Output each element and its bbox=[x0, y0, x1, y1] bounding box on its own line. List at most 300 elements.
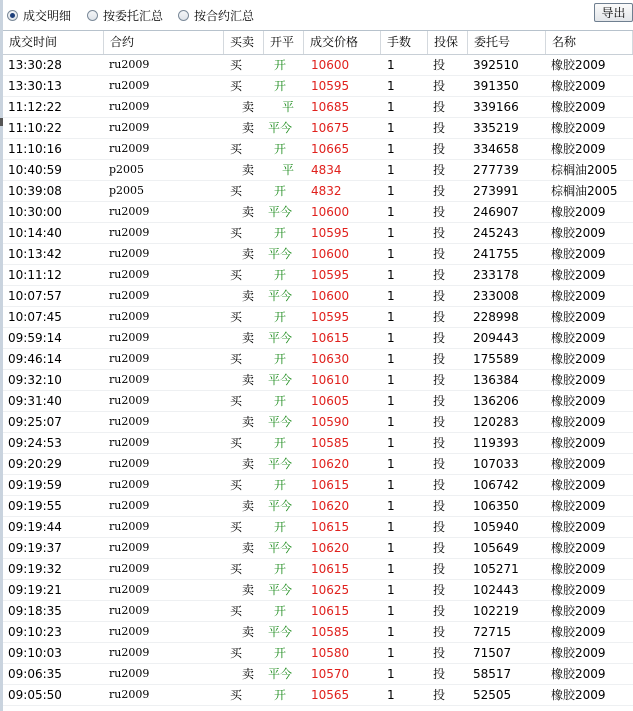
table-row[interactable] bbox=[3, 118, 633, 139]
hedge-flag-cell: 投 bbox=[433, 562, 446, 576]
quantity-cell: 1 bbox=[387, 310, 395, 324]
open-close-cell: 平今 bbox=[268, 457, 293, 471]
contract-name-cell: 橡胶2009 bbox=[551, 394, 606, 408]
quantity-cell: 1 bbox=[387, 478, 395, 492]
side-cell: 买 bbox=[230, 520, 243, 534]
trade-time-cell: 09:10:03 bbox=[8, 646, 62, 660]
hedge-flag-cell: 投 bbox=[433, 205, 446, 219]
side-cell: 买 bbox=[230, 142, 243, 156]
column-header-hedge-flag[interactable]: 投保 bbox=[428, 31, 468, 54]
contract-code-cell: ru2009 bbox=[109, 58, 150, 71]
quantity-cell: 1 bbox=[387, 100, 395, 114]
hedge-flag-cell: 投 bbox=[433, 520, 446, 534]
open-close-cell: 平今 bbox=[268, 205, 293, 219]
contract-name-cell: 橡胶2009 bbox=[551, 457, 606, 471]
contract-code-cell: ru2009 bbox=[109, 646, 150, 659]
contract-name-cell: 橡胶2009 bbox=[551, 247, 606, 261]
open-close-cell: 开 bbox=[274, 478, 287, 492]
trade-time-cell: 11:10:22 bbox=[8, 121, 62, 135]
contract-code-cell: ru2009 bbox=[109, 268, 150, 281]
contract-name-cell: 橡胶2009 bbox=[551, 478, 606, 492]
open-close-cell: 开 bbox=[274, 226, 287, 240]
table-row[interactable] bbox=[3, 76, 633, 97]
open-close-cell: 平 bbox=[282, 100, 295, 114]
contract-code-cell: ru2009 bbox=[109, 373, 150, 386]
side-cell: 卖 bbox=[242, 667, 255, 681]
trade-time-cell: 09:59:14 bbox=[8, 331, 62, 345]
side-cell: 买 bbox=[230, 226, 243, 240]
contract-code-cell: ru2009 bbox=[109, 100, 150, 113]
table-row[interactable] bbox=[3, 328, 633, 349]
quantity-cell: 1 bbox=[387, 58, 395, 72]
order-id-cell: 52505 bbox=[473, 688, 512, 702]
table-row[interactable] bbox=[3, 370, 633, 391]
contract-code-cell: ru2009 bbox=[109, 457, 150, 470]
quantity-cell: 1 bbox=[387, 205, 395, 219]
contract-code-cell: ru2009 bbox=[109, 415, 150, 428]
hedge-flag-cell: 投 bbox=[433, 436, 446, 450]
contract-name-cell: 棕榈油2005 bbox=[551, 184, 618, 198]
order-id-cell: 107033 bbox=[473, 457, 519, 471]
trade-time-cell: 10:07:45 bbox=[8, 310, 62, 324]
hedge-flag-cell: 投 bbox=[433, 247, 446, 261]
trade-price-cell: 10595 bbox=[311, 226, 350, 240]
contract-code-cell: ru2009 bbox=[109, 394, 150, 407]
hedge-flag-cell: 投 bbox=[433, 394, 446, 408]
hedge-flag-cell: 投 bbox=[433, 415, 446, 429]
table-row[interactable] bbox=[3, 517, 633, 538]
trade-time-cell: 13:30:28 bbox=[8, 58, 62, 72]
open-close-cell: 开 bbox=[274, 268, 287, 282]
open-close-cell: 开 bbox=[274, 142, 287, 156]
open-close-cell: 开 bbox=[274, 79, 287, 93]
table-row[interactable] bbox=[3, 412, 633, 433]
table-row[interactable] bbox=[3, 475, 633, 496]
column-header-name[interactable]: 名称 bbox=[546, 31, 633, 54]
radio-by-order-summary-label: 按委托汇总 bbox=[103, 8, 164, 23]
hedge-flag-cell: 投 bbox=[433, 79, 446, 93]
trade-time-cell: 09:19:44 bbox=[8, 520, 62, 534]
side-cell: 卖 bbox=[242, 415, 255, 429]
open-close-cell: 平今 bbox=[268, 667, 293, 681]
trade-price-cell: 10565 bbox=[311, 688, 350, 702]
contract-code-cell: ru2009 bbox=[109, 436, 150, 449]
side-cell: 买 bbox=[230, 352, 243, 366]
radio-unselected-icon bbox=[87, 10, 98, 21]
contract-code-cell: ru2009 bbox=[109, 499, 150, 512]
open-close-cell: 平今 bbox=[268, 541, 293, 555]
contract-name-cell: 橡胶2009 bbox=[551, 121, 606, 135]
trade-time-cell: 09:46:14 bbox=[8, 352, 62, 366]
trade-price-cell: 10625 bbox=[311, 583, 350, 597]
contract-code-cell: ru2009 bbox=[109, 310, 150, 323]
table-row[interactable] bbox=[3, 97, 633, 118]
trade-price-cell: 10620 bbox=[311, 541, 350, 555]
order-id-cell: 245243 bbox=[473, 226, 519, 240]
trade-time-cell: 10:39:08 bbox=[8, 184, 62, 198]
trade-price-cell: 10585 bbox=[311, 625, 350, 639]
table-row[interactable] bbox=[3, 538, 633, 559]
trade-price-cell: 10615 bbox=[311, 478, 350, 492]
trade-time-cell: 09:20:29 bbox=[8, 457, 62, 471]
column-header-order-id[interactable]: 委托号 bbox=[468, 31, 546, 54]
order-id-cell: 391350 bbox=[473, 79, 519, 93]
order-id-cell: 175589 bbox=[473, 352, 519, 366]
order-id-cell: 136384 bbox=[473, 373, 519, 387]
contract-name-cell: 橡胶2009 bbox=[551, 226, 606, 240]
trade-time-cell: 10:30:00 bbox=[8, 205, 62, 219]
side-cell: 卖 bbox=[242, 247, 255, 261]
order-id-cell: 102219 bbox=[473, 604, 519, 618]
hedge-flag-cell: 投 bbox=[433, 667, 446, 681]
side-cell: 卖 bbox=[242, 625, 255, 639]
trade-price-cell: 10605 bbox=[311, 394, 350, 408]
hedge-flag-cell: 投 bbox=[433, 583, 446, 597]
side-cell: 买 bbox=[230, 688, 243, 702]
contract-name-cell: 橡胶2009 bbox=[551, 352, 606, 366]
trade-price-cell: 10610 bbox=[311, 373, 350, 387]
contract-name-cell: 橡胶2009 bbox=[551, 142, 606, 156]
quantity-cell: 1 bbox=[387, 520, 395, 534]
contract-code-cell: ru2009 bbox=[109, 352, 150, 365]
order-id-cell: 246907 bbox=[473, 205, 519, 219]
quantity-cell: 1 bbox=[387, 184, 395, 198]
trade-price-cell: 10585 bbox=[311, 436, 350, 450]
hedge-flag-cell: 投 bbox=[433, 100, 446, 114]
order-id-cell: 72715 bbox=[473, 625, 512, 639]
trade-price-cell: 10615 bbox=[311, 562, 350, 576]
radio-by-contract-summary-label: 按合约汇总 bbox=[194, 8, 255, 23]
table-row[interactable] bbox=[3, 433, 633, 454]
trade-price-cell: 10620 bbox=[311, 457, 350, 471]
contract-code-cell: ru2009 bbox=[109, 79, 150, 92]
order-id-cell: 277739 bbox=[473, 163, 519, 177]
trade-time-cell: 09:18:35 bbox=[8, 604, 62, 618]
side-cell: 卖 bbox=[242, 541, 255, 555]
trade-price-cell: 10615 bbox=[311, 604, 350, 618]
side-cell: 买 bbox=[230, 58, 243, 72]
side-cell: 买 bbox=[230, 268, 243, 282]
table-row[interactable] bbox=[3, 664, 633, 685]
table-row[interactable] bbox=[3, 202, 633, 223]
side-cell: 卖 bbox=[242, 205, 255, 219]
open-close-cell: 平今 bbox=[268, 121, 293, 135]
table-row[interactable] bbox=[3, 160, 633, 181]
quantity-cell: 1 bbox=[387, 604, 395, 618]
table-row[interactable] bbox=[3, 622, 633, 643]
quantity-cell: 1 bbox=[387, 247, 395, 261]
trade-price-cell: 10595 bbox=[311, 79, 350, 93]
open-close-cell: 开 bbox=[274, 436, 287, 450]
table-row[interactable] bbox=[3, 685, 633, 706]
quantity-cell: 1 bbox=[387, 562, 395, 576]
open-close-cell: 平今 bbox=[268, 289, 293, 303]
hedge-flag-cell: 投 bbox=[433, 499, 446, 513]
order-id-cell: 105649 bbox=[473, 541, 519, 555]
contract-name-cell: 橡胶2009 bbox=[551, 373, 606, 387]
order-id-cell: 209443 bbox=[473, 331, 519, 345]
table-row[interactable] bbox=[3, 307, 633, 328]
trade-time-cell: 10:07:57 bbox=[8, 289, 62, 303]
radio-by-contract-summary[interactable] bbox=[178, 6, 254, 24]
contract-name-cell: 橡胶2009 bbox=[551, 562, 606, 576]
contract-name-cell: 橡胶2009 bbox=[551, 499, 606, 513]
contract-name-cell: 橡胶2009 bbox=[551, 289, 606, 303]
side-cell: 卖 bbox=[242, 373, 255, 387]
hedge-flag-cell: 投 bbox=[433, 352, 446, 366]
column-header-open-close[interactable]: 开平 bbox=[264, 31, 304, 54]
contract-code-cell: ru2009 bbox=[109, 121, 150, 134]
open-close-cell: 平今 bbox=[268, 331, 293, 345]
order-id-cell: 105940 bbox=[473, 520, 519, 534]
hedge-flag-cell: 投 bbox=[433, 310, 446, 324]
hedge-flag-cell: 投 bbox=[433, 268, 446, 282]
quantity-cell: 1 bbox=[387, 142, 395, 156]
open-close-cell: 平今 bbox=[268, 415, 293, 429]
order-id-cell: 58517 bbox=[473, 667, 512, 681]
contract-name-cell: 橡胶2009 bbox=[551, 100, 606, 114]
table-row[interactable] bbox=[3, 55, 633, 76]
contract-code-cell: ru2009 bbox=[109, 247, 150, 260]
side-cell: 买 bbox=[230, 310, 243, 324]
hedge-flag-cell: 投 bbox=[433, 688, 446, 702]
contract-code-cell: ru2009 bbox=[109, 541, 150, 554]
side-cell: 卖 bbox=[242, 583, 255, 597]
hedge-flag-cell: 投 bbox=[433, 625, 446, 639]
trade-price-cell: 10600 bbox=[311, 247, 350, 261]
quantity-cell: 1 bbox=[387, 373, 395, 387]
radio-trade-detail[interactable] bbox=[7, 6, 71, 24]
open-close-cell: 平 bbox=[282, 163, 295, 177]
open-close-cell: 平今 bbox=[268, 373, 293, 387]
contract-code-cell: p2005 bbox=[109, 184, 145, 197]
quantity-cell: 1 bbox=[387, 268, 395, 282]
side-cell: 买 bbox=[230, 604, 243, 618]
open-close-cell: 开 bbox=[274, 646, 287, 660]
side-cell: 买 bbox=[230, 562, 243, 576]
hedge-flag-cell: 投 bbox=[433, 457, 446, 471]
contract-code-cell: ru2009 bbox=[109, 583, 150, 596]
trade-price-cell: 10600 bbox=[311, 205, 350, 219]
contract-code-cell: ru2009 bbox=[109, 604, 150, 617]
hedge-flag-cell: 投 bbox=[433, 331, 446, 345]
quantity-cell: 1 bbox=[387, 163, 395, 177]
trade-price-cell: 4834 bbox=[311, 163, 342, 177]
open-close-cell: 开 bbox=[274, 604, 287, 618]
side-cell: 卖 bbox=[242, 163, 255, 177]
trade-price-cell: 10685 bbox=[311, 100, 350, 114]
order-id-cell: 273991 bbox=[473, 184, 519, 198]
table-row[interactable] bbox=[3, 601, 633, 622]
order-id-cell: 339166 bbox=[473, 100, 519, 114]
order-id-cell: 241755 bbox=[473, 247, 519, 261]
export-button[interactable]: 导出 bbox=[594, 3, 633, 22]
table-row[interactable] bbox=[3, 181, 633, 202]
radio-by-order-summary[interactable] bbox=[87, 6, 163, 24]
side-cell: 卖 bbox=[242, 457, 255, 471]
column-header-side[interactable]: 买卖 bbox=[224, 31, 264, 54]
side-cell: 买 bbox=[230, 79, 243, 93]
contract-name-cell: 棕榈油2005 bbox=[551, 163, 618, 177]
table-body bbox=[3, 55, 633, 706]
hedge-flag-cell: 投 bbox=[433, 58, 446, 72]
quantity-cell: 1 bbox=[387, 289, 395, 303]
column-header-price[interactable]: 成交价格 bbox=[304, 31, 381, 54]
order-id-cell: 105271 bbox=[473, 562, 519, 576]
contract-code-cell: ru2009 bbox=[109, 226, 150, 239]
trade-time-cell: 11:10:16 bbox=[8, 142, 62, 156]
side-cell: 卖 bbox=[242, 331, 255, 345]
contract-code-cell: ru2009 bbox=[109, 142, 150, 155]
quantity-cell: 1 bbox=[387, 226, 395, 240]
order-id-cell: 335219 bbox=[473, 121, 519, 135]
table-row[interactable] bbox=[3, 244, 633, 265]
contract-name-cell: 橡胶2009 bbox=[551, 436, 606, 450]
contract-name-cell: 橡胶2009 bbox=[551, 205, 606, 219]
trade-time-cell: 13:30:13 bbox=[8, 79, 62, 93]
quantity-cell: 1 bbox=[387, 667, 395, 681]
side-cell: 买 bbox=[230, 646, 243, 660]
contract-code-cell: ru2009 bbox=[109, 205, 150, 218]
open-close-cell: 开 bbox=[274, 520, 287, 534]
contract-code-cell: ru2009 bbox=[109, 331, 150, 344]
radio-unselected-icon bbox=[178, 10, 189, 21]
side-cell: 买 bbox=[230, 394, 243, 408]
open-close-cell: 开 bbox=[274, 184, 287, 198]
contract-name-cell: 橡胶2009 bbox=[551, 583, 606, 597]
table-row[interactable] bbox=[3, 223, 633, 244]
table-row[interactable] bbox=[3, 454, 633, 475]
trade-price-cell: 10675 bbox=[311, 121, 350, 135]
quantity-cell: 1 bbox=[387, 541, 395, 555]
trade-time-cell: 10:14:40 bbox=[8, 226, 62, 240]
trade-time-cell: 09:19:59 bbox=[8, 478, 62, 492]
trade-time-cell: 09:31:40 bbox=[8, 394, 62, 408]
hedge-flag-cell: 投 bbox=[433, 604, 446, 618]
table-row[interactable] bbox=[3, 286, 633, 307]
contract-name-cell: 橡胶2009 bbox=[551, 268, 606, 282]
trade-time-cell: 11:12:22 bbox=[8, 100, 62, 114]
table-row[interactable] bbox=[3, 580, 633, 601]
column-header-contract[interactable]: 合约 bbox=[104, 31, 224, 54]
trade-time-cell: 10:13:42 bbox=[8, 247, 62, 261]
order-id-cell: 228998 bbox=[473, 310, 519, 324]
contract-name-cell: 橡胶2009 bbox=[551, 688, 606, 702]
quantity-cell: 1 bbox=[387, 352, 395, 366]
open-close-cell: 平今 bbox=[268, 247, 293, 261]
table-row[interactable] bbox=[3, 349, 633, 370]
hedge-flag-cell: 投 bbox=[433, 478, 446, 492]
contract-name-cell: 橡胶2009 bbox=[551, 646, 606, 660]
trade-table[interactable] bbox=[3, 30, 633, 711]
contract-name-cell: 橡胶2009 bbox=[551, 520, 606, 534]
trade-price-cell: 10595 bbox=[311, 268, 350, 282]
side-cell: 卖 bbox=[242, 121, 255, 135]
order-id-cell: 392510 bbox=[473, 58, 519, 72]
table-row[interactable] bbox=[3, 559, 633, 580]
trade-price-cell: 10600 bbox=[311, 58, 350, 72]
open-close-cell: 开 bbox=[274, 562, 287, 576]
hedge-flag-cell: 投 bbox=[433, 646, 446, 660]
table-header bbox=[3, 31, 633, 55]
quantity-cell: 1 bbox=[387, 436, 395, 450]
side-cell: 卖 bbox=[242, 499, 255, 513]
trade-time-cell: 09:24:53 bbox=[8, 436, 62, 450]
quantity-cell: 1 bbox=[387, 688, 395, 702]
table-row[interactable] bbox=[3, 643, 633, 664]
trade-price-cell: 10615 bbox=[311, 331, 350, 345]
contract-name-cell: 橡胶2009 bbox=[551, 415, 606, 429]
order-id-cell: 106350 bbox=[473, 499, 519, 513]
column-header-quantity[interactable]: 手数 bbox=[381, 31, 428, 54]
side-cell: 买 bbox=[230, 436, 243, 450]
contract-name-cell: 橡胶2009 bbox=[551, 541, 606, 555]
trade-time-cell: 09:19:21 bbox=[8, 583, 62, 597]
contract-name-cell: 橡胶2009 bbox=[551, 58, 606, 72]
trade-price-cell: 10665 bbox=[311, 142, 350, 156]
quantity-cell: 1 bbox=[387, 331, 395, 345]
contract-name-cell: 橡胶2009 bbox=[551, 625, 606, 639]
trade-time-cell: 10:40:59 bbox=[8, 163, 62, 177]
trade-time-cell: 10:11:12 bbox=[8, 268, 62, 282]
trade-price-cell: 10630 bbox=[311, 352, 350, 366]
quantity-cell: 1 bbox=[387, 457, 395, 471]
table-row[interactable] bbox=[3, 391, 633, 412]
side-cell: 卖 bbox=[242, 100, 255, 114]
trade-time-cell: 09:19:32 bbox=[8, 562, 62, 576]
contract-code-cell: ru2009 bbox=[109, 667, 150, 680]
contract-code-cell: ru2009 bbox=[109, 625, 150, 638]
trade-time-cell: 09:10:23 bbox=[8, 625, 62, 639]
quantity-cell: 1 bbox=[387, 394, 395, 408]
contract-code-cell: ru2009 bbox=[109, 289, 150, 302]
quantity-cell: 1 bbox=[387, 646, 395, 660]
column-header-time[interactable]: 成交时间 bbox=[3, 31, 104, 54]
view-mode-bar bbox=[3, 0, 633, 30]
contract-name-cell: 橡胶2009 bbox=[551, 604, 606, 618]
quantity-cell: 1 bbox=[387, 121, 395, 135]
radio-selected-icon bbox=[7, 10, 18, 21]
quantity-cell: 1 bbox=[387, 583, 395, 597]
hedge-flag-cell: 投 bbox=[433, 142, 446, 156]
table-row[interactable] bbox=[3, 496, 633, 517]
quantity-cell: 1 bbox=[387, 625, 395, 639]
table-row[interactable] bbox=[3, 265, 633, 286]
trade-price-cell: 10590 bbox=[311, 415, 350, 429]
contract-code-cell: p2005 bbox=[109, 163, 145, 176]
order-id-cell: 233008 bbox=[473, 289, 519, 303]
contract-name-cell: 橡胶2009 bbox=[551, 79, 606, 93]
hedge-flag-cell: 投 bbox=[433, 541, 446, 555]
trade-price-cell: 10580 bbox=[311, 646, 350, 660]
open-close-cell: 平今 bbox=[268, 583, 293, 597]
trade-price-cell: 4832 bbox=[311, 184, 342, 198]
trade-price-cell: 10595 bbox=[311, 310, 350, 324]
hedge-flag-cell: 投 bbox=[433, 289, 446, 303]
hedge-flag-cell: 投 bbox=[433, 373, 446, 387]
contract-code-cell: ru2009 bbox=[109, 562, 150, 575]
side-cell: 买 bbox=[230, 184, 243, 198]
side-cell: 卖 bbox=[242, 289, 255, 303]
quantity-cell: 1 bbox=[387, 499, 395, 513]
hedge-flag-cell: 投 bbox=[433, 121, 446, 135]
trade-time-cell: 09:05:50 bbox=[8, 688, 62, 702]
side-cell: 买 bbox=[230, 478, 243, 492]
trade-price-cell: 10600 bbox=[311, 289, 350, 303]
table-row[interactable] bbox=[3, 139, 633, 160]
hedge-flag-cell: 投 bbox=[433, 226, 446, 240]
order-id-cell: 120283 bbox=[473, 415, 519, 429]
